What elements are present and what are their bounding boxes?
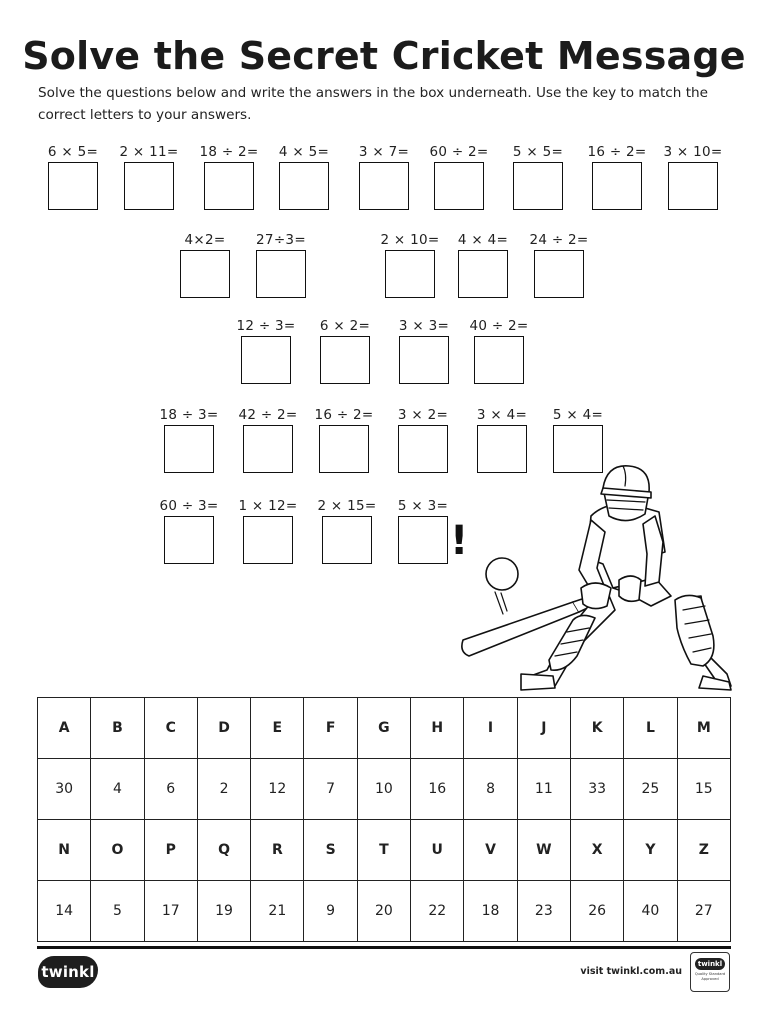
answer-box[interactable] (204, 162, 254, 210)
key-letter: R (251, 820, 304, 881)
question-expression: 5 × 3= (397, 498, 449, 514)
key-number: 8 (464, 759, 517, 820)
question-expression: 18 ÷ 3= (159, 407, 219, 423)
key-numbers-row (38, 881, 731, 942)
key-number: 6 (144, 759, 197, 820)
cricketer-illustration (455, 460, 740, 695)
key-number: 15 (677, 759, 730, 820)
key-number: 10 (357, 759, 410, 820)
key-letter: W (517, 820, 570, 881)
key-letter: X (570, 820, 623, 881)
answer-box[interactable] (668, 162, 718, 210)
key-number: 7 (304, 759, 357, 820)
key-number: 19 (197, 881, 250, 942)
badge-logo: twinkl (695, 958, 725, 970)
twinkl-logo: twinkl (38, 956, 98, 988)
question-expression: 5 × 4= (552, 407, 604, 423)
key-letter: U (411, 820, 464, 881)
answer-box[interactable] (534, 250, 584, 298)
key-number: 14 (38, 881, 91, 942)
answer-box[interactable] (124, 162, 174, 210)
key-number: 17 (144, 881, 197, 942)
question-expression: 2 × 10= (380, 232, 440, 248)
question-expression: 3 × 7= (358, 144, 410, 160)
question-expression: 40 ÷ 2= (469, 318, 529, 334)
key-letter: C (144, 698, 197, 759)
key-number: 4 (91, 759, 144, 820)
key-letter: F (304, 698, 357, 759)
answer-box[interactable] (398, 425, 448, 473)
key-number: 27 (677, 881, 730, 942)
key-letter: H (411, 698, 464, 759)
question-expression: 12 ÷ 3= (236, 318, 296, 334)
question-expression: 3 × 4= (476, 407, 528, 423)
key-letters-row (38, 820, 731, 881)
key-number: 20 (357, 881, 410, 942)
key-letter: T (357, 820, 410, 881)
question-expression: 3 × 3= (398, 318, 450, 334)
answer-box[interactable] (513, 162, 563, 210)
answer-box[interactable] (458, 250, 508, 298)
key-letter: Q (197, 820, 250, 881)
question-expression: 1 × 12= (238, 498, 298, 514)
key-letter: D (197, 698, 250, 759)
question-expression: 18 ÷ 2= (199, 144, 259, 160)
answer-box[interactable] (243, 425, 293, 473)
key-letters-row (38, 698, 731, 759)
answer-box[interactable] (164, 425, 214, 473)
answer-box[interactable] (164, 516, 214, 564)
letter-key-table (37, 697, 731, 942)
key-letter: M (677, 698, 730, 759)
page-title: Solve the Secret Cricket Message (22, 34, 746, 78)
answer-box[interactable] (48, 162, 98, 210)
key-number: 26 (570, 881, 623, 942)
key-number: 40 (624, 881, 677, 942)
key-letter: P (144, 820, 197, 881)
answer-box[interactable] (322, 516, 372, 564)
answer-box[interactable] (279, 162, 329, 210)
question-expression: 2 × 15= (317, 498, 377, 514)
answer-box[interactable] (320, 336, 370, 384)
question-expression: 6 × 2= (319, 318, 371, 334)
key-letter: I (464, 698, 517, 759)
answer-box[interactable] (399, 336, 449, 384)
answer-box[interactable] (243, 516, 293, 564)
question-expression: 24 ÷ 2= (529, 232, 589, 248)
answer-box[interactable] (319, 425, 369, 473)
answer-box[interactable] (398, 516, 448, 564)
question-expression: 4 × 4= (457, 232, 509, 248)
question-expression: 5 × 5= (512, 144, 564, 160)
key-number: 11 (517, 759, 570, 820)
key-letter: Z (677, 820, 730, 881)
instructions: Solve the questions below and write the answers in the box underneath. Use the key to match the correct letters to your answers. (38, 85, 709, 123)
key-number: 33 (570, 759, 623, 820)
key-letter: A (38, 698, 91, 759)
key-number: 16 (411, 759, 464, 820)
answer-box[interactable] (592, 162, 642, 210)
key-letter: E (251, 698, 304, 759)
question-expression: 27÷3= (256, 232, 306, 248)
key-number: 5 (91, 881, 144, 942)
key-letter: G (357, 698, 410, 759)
footer-divider (37, 946, 731, 949)
key-number: 21 (251, 881, 304, 942)
answer-box[interactable] (474, 336, 524, 384)
question-expression: 3 × 2= (397, 407, 449, 423)
key-letter: Y (624, 820, 677, 881)
question-expression: 16 ÷ 2= (587, 144, 647, 160)
exclamation-mark: ! (450, 518, 469, 564)
visit-link[interactable]: visit twinkl.com.au (580, 966, 682, 977)
answer-box[interactable] (180, 250, 230, 298)
answer-box[interactable] (434, 162, 484, 210)
key-letter: B (91, 698, 144, 759)
key-letter: L (624, 698, 677, 759)
key-numbers-row (38, 759, 731, 820)
key-number: 12 (251, 759, 304, 820)
key-number: 18 (464, 881, 517, 942)
question-expression: 6 × 5= (47, 144, 99, 160)
question-expression: 4 × 5= (278, 144, 330, 160)
key-number: 9 (304, 881, 357, 942)
key-letter: O (91, 820, 144, 881)
key-number: 30 (38, 759, 91, 820)
answer-box[interactable] (256, 250, 306, 298)
answer-box[interactable] (241, 336, 291, 384)
key-number: 23 (517, 881, 570, 942)
key-letter: V (464, 820, 517, 881)
key-number: 25 (624, 759, 677, 820)
question-expression: 16 ÷ 2= (314, 407, 374, 423)
question-expression: 60 ÷ 2= (429, 144, 489, 160)
answer-box[interactable] (359, 162, 409, 210)
key-letter: S (304, 820, 357, 881)
key-letter: J (517, 698, 570, 759)
key-number: 2 (197, 759, 250, 820)
question-expression: 60 ÷ 3= (159, 498, 219, 514)
key-letter: N (38, 820, 91, 881)
answer-box[interactable] (385, 250, 435, 298)
question-expression: 4×2= (184, 232, 226, 248)
question-expression: 2 × 11= (119, 144, 179, 160)
badge-text: Quality Standard Approved (694, 972, 726, 981)
key-number: 22 (411, 881, 464, 942)
question-expression: 42 ÷ 2= (238, 407, 298, 423)
key-letter: K (570, 698, 623, 759)
quality-badge-icon (690, 952, 730, 992)
question-expression: 3 × 10= (663, 144, 723, 160)
